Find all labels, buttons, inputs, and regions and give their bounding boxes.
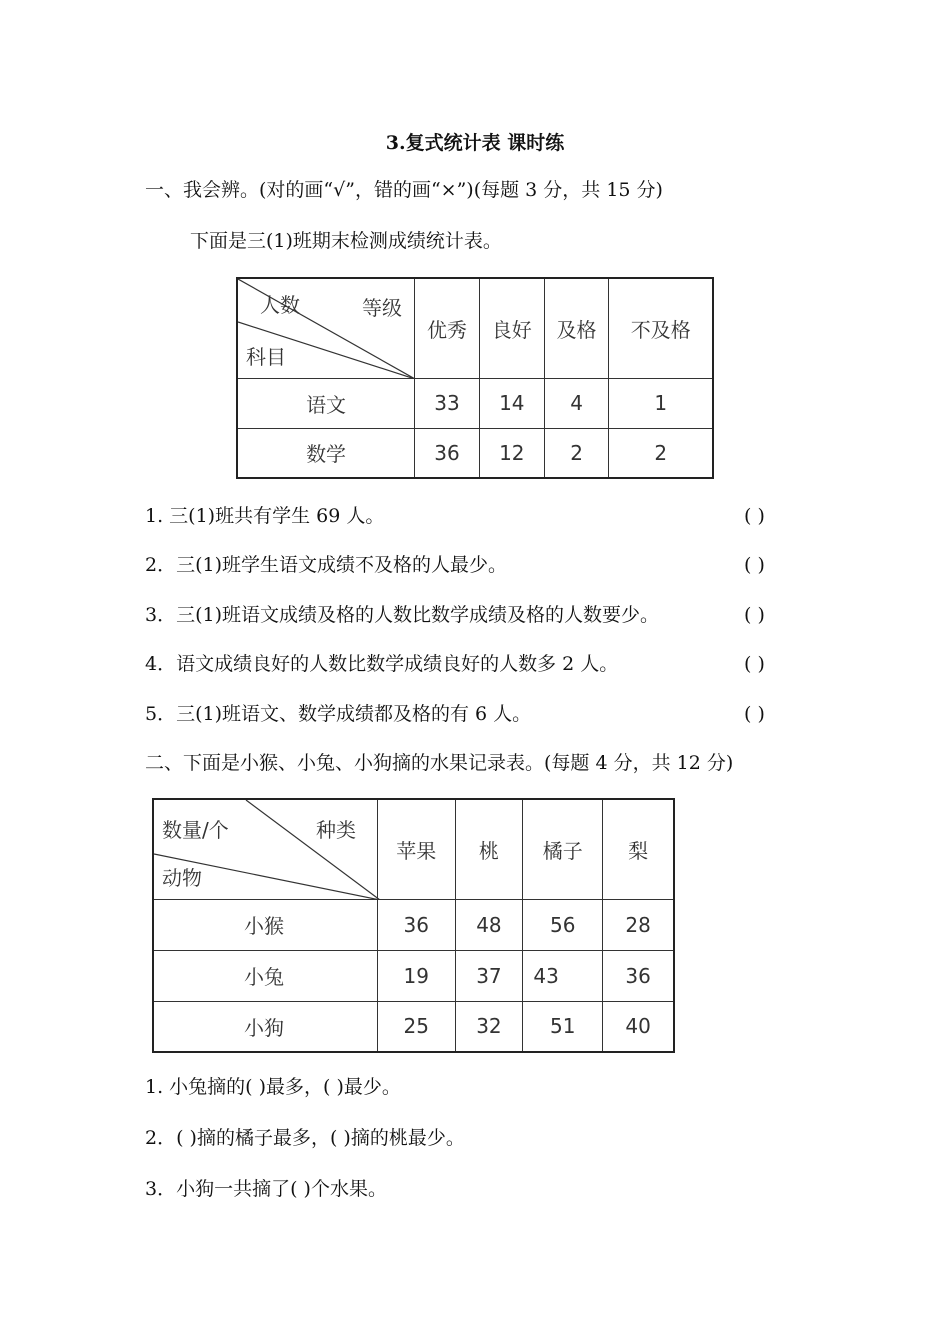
question-4: 4．语文成绩良好的人数比数学成绩良好的人数多 2 人。 [145, 653, 619, 675]
row-label: 小狗 [153, 1001, 377, 1052]
fruit-table [152, 798, 675, 1053]
table-cell: 48 [455, 899, 523, 950]
section2-heading: 二、下面是小猴、小兔、小狗摘的水果记录表。(每题 4 分，共 12 分) [145, 752, 734, 774]
table-cell: 25 [377, 1001, 455, 1052]
question-5: 5．三(1)班语文、数学成绩都及格的有 6 人。 [145, 703, 532, 725]
row-label: 语文 [237, 378, 415, 428]
answer-blank-4[interactable]: ( ) [744, 653, 765, 675]
table-row [153, 1001, 674, 1052]
table-cell: 19 [377, 950, 455, 1001]
table-cell: 36 [603, 950, 674, 1001]
table-row [237, 428, 713, 478]
row-label: 数学 [237, 428, 415, 478]
table-cell: 51 [523, 1001, 603, 1052]
column-header: 梨 [603, 799, 674, 899]
table-cell: 36 [377, 899, 455, 950]
fill-question-2[interactable]: 2．( )摘的橘子最多，( )摘的桃最少。 [145, 1127, 465, 1149]
grade-table [236, 277, 714, 479]
corner-label-quantity: 数量/个 [162, 818, 229, 842]
table-row [153, 899, 674, 950]
table-corner-cell [153, 799, 377, 899]
corner-label-count: 人数 [260, 293, 300, 317]
fill-question-1[interactable]: 1. 小兔摘的( )最多，( )最少。 [145, 1076, 401, 1098]
table-cell: 37 [455, 950, 523, 1001]
section1-heading: 一、我会辨。(对的画“√”，错的画“×”)(每题 3 分，共 15 分) [145, 179, 663, 201]
question-2: 2．三(1)班学生语文成绩不及格的人最少。 [145, 554, 508, 576]
table-cell: 40 [603, 1001, 674, 1052]
column-header: 及格 [544, 278, 609, 378]
question-1: 1. 三(1)班共有学生 69 人。 [145, 505, 385, 527]
answer-blank-2[interactable]: ( ) [744, 554, 765, 576]
table-row [237, 378, 713, 428]
table-cell: 32 [455, 1001, 523, 1052]
table-cell: 1 [609, 378, 713, 428]
table-cell: 2 [609, 428, 713, 478]
corner-label-animal: 动物 [162, 866, 202, 890]
column-header: 不及格 [609, 278, 713, 378]
table-corner-cell [237, 278, 415, 378]
corner-label-grade: 等级 [362, 296, 402, 320]
row-label: 小猴 [153, 899, 377, 950]
table-cell: 28 [603, 899, 674, 950]
fill-question-3[interactable]: 3．小狗一共摘了( )个水果。 [145, 1178, 387, 1200]
column-header: 桃 [455, 799, 523, 899]
column-header: 苹果 [377, 799, 455, 899]
column-header: 优秀 [415, 278, 480, 378]
table-cell: 4 [544, 378, 609, 428]
row-label: 小兔 [153, 950, 377, 1001]
table-cell: 14 [479, 378, 544, 428]
table-cell: 12 [479, 428, 544, 478]
answer-blank-1[interactable]: ( ) [744, 505, 765, 527]
table-cell: 43 [523, 950, 603, 1001]
column-header: 橘子 [523, 799, 603, 899]
section1-intro: 下面是三(1)班期末检测成绩统计表。 [190, 230, 502, 252]
table-row [153, 950, 674, 1001]
corner-label-subject: 科目 [246, 345, 286, 369]
answer-blank-3[interactable]: ( ) [744, 604, 765, 626]
table-cell: 56 [523, 899, 603, 950]
table-cell: 33 [415, 378, 480, 428]
column-header: 良好 [479, 278, 544, 378]
table-cell: 2 [544, 428, 609, 478]
page-title: 3.复式统计表 课时练 [385, 132, 565, 154]
question-3: 3．三(1)班语文成绩及格的人数比数学成绩及格的人数要少。 [145, 604, 660, 626]
table-cell: 36 [415, 428, 480, 478]
answer-blank-5[interactable]: ( ) [744, 703, 765, 725]
corner-label-kind: 种类 [316, 818, 356, 842]
